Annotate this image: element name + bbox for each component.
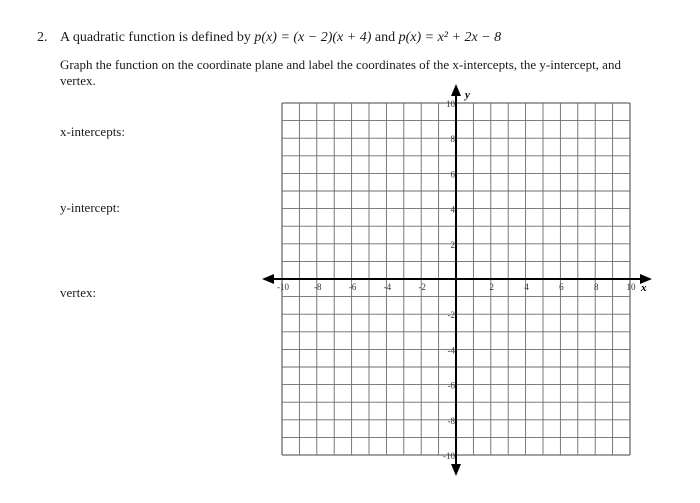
- x-tick-label: -6: [348, 282, 357, 292]
- y-tick-label: -4: [447, 345, 455, 356]
- x-axis-arrow-left: [262, 274, 274, 284]
- x-tick-label: 6: [559, 282, 564, 292]
- y-axis-arrow-down: [451, 464, 461, 476]
- x-tick-label: 2: [489, 282, 495, 292]
- x-axis-label: x: [641, 282, 647, 294]
- statement-prefix: A quadratic function is defined by: [60, 30, 255, 45]
- problem-number: 2.: [37, 30, 48, 45]
- x-intercepts-label: x-intercepts:: [60, 124, 125, 139]
- y-intercept-label: y-intercept:: [60, 200, 120, 215]
- x-tick-label: -10: [277, 282, 289, 292]
- x-tick-label: 4: [524, 282, 529, 292]
- y-tick-label: 2: [450, 239, 455, 250]
- axes: [262, 84, 652, 476]
- y-axis-label: y: [465, 89, 470, 101]
- x-tick-label: 10: [626, 282, 636, 292]
- y-tick-label: -6: [447, 380, 455, 391]
- y-tick-label: 8: [450, 134, 455, 145]
- y-tick-label: 10: [446, 99, 455, 109]
- statement-conjunction: and: [371, 30, 399, 45]
- function-form-factored: p(x) = (x − 2)(x + 4): [254, 30, 372, 45]
- y-tick-label: -2: [447, 310, 455, 321]
- x-tick-label: 8: [593, 282, 599, 292]
- function-form-standard: p(x) = x² + 2x − 8: [398, 30, 502, 45]
- y-tick-label: -10: [443, 451, 455, 461]
- y-tick-label: 6: [450, 169, 455, 180]
- y-tick-label: 4: [450, 204, 455, 215]
- x-tick-label: -2: [418, 282, 426, 292]
- vertex-label: vertex:: [60, 285, 97, 300]
- y-tick-label: -8: [447, 415, 455, 426]
- x-tick-label: -4: [383, 282, 392, 292]
- instructions: Graph the function on the coordinate plane and label the coordinates of the x-intercepts, the y-intercept, and vertex.: [60, 57, 621, 88]
- y-axis-arrow-up: [451, 84, 461, 96]
- x-tick-label: -8: [314, 282, 322, 292]
